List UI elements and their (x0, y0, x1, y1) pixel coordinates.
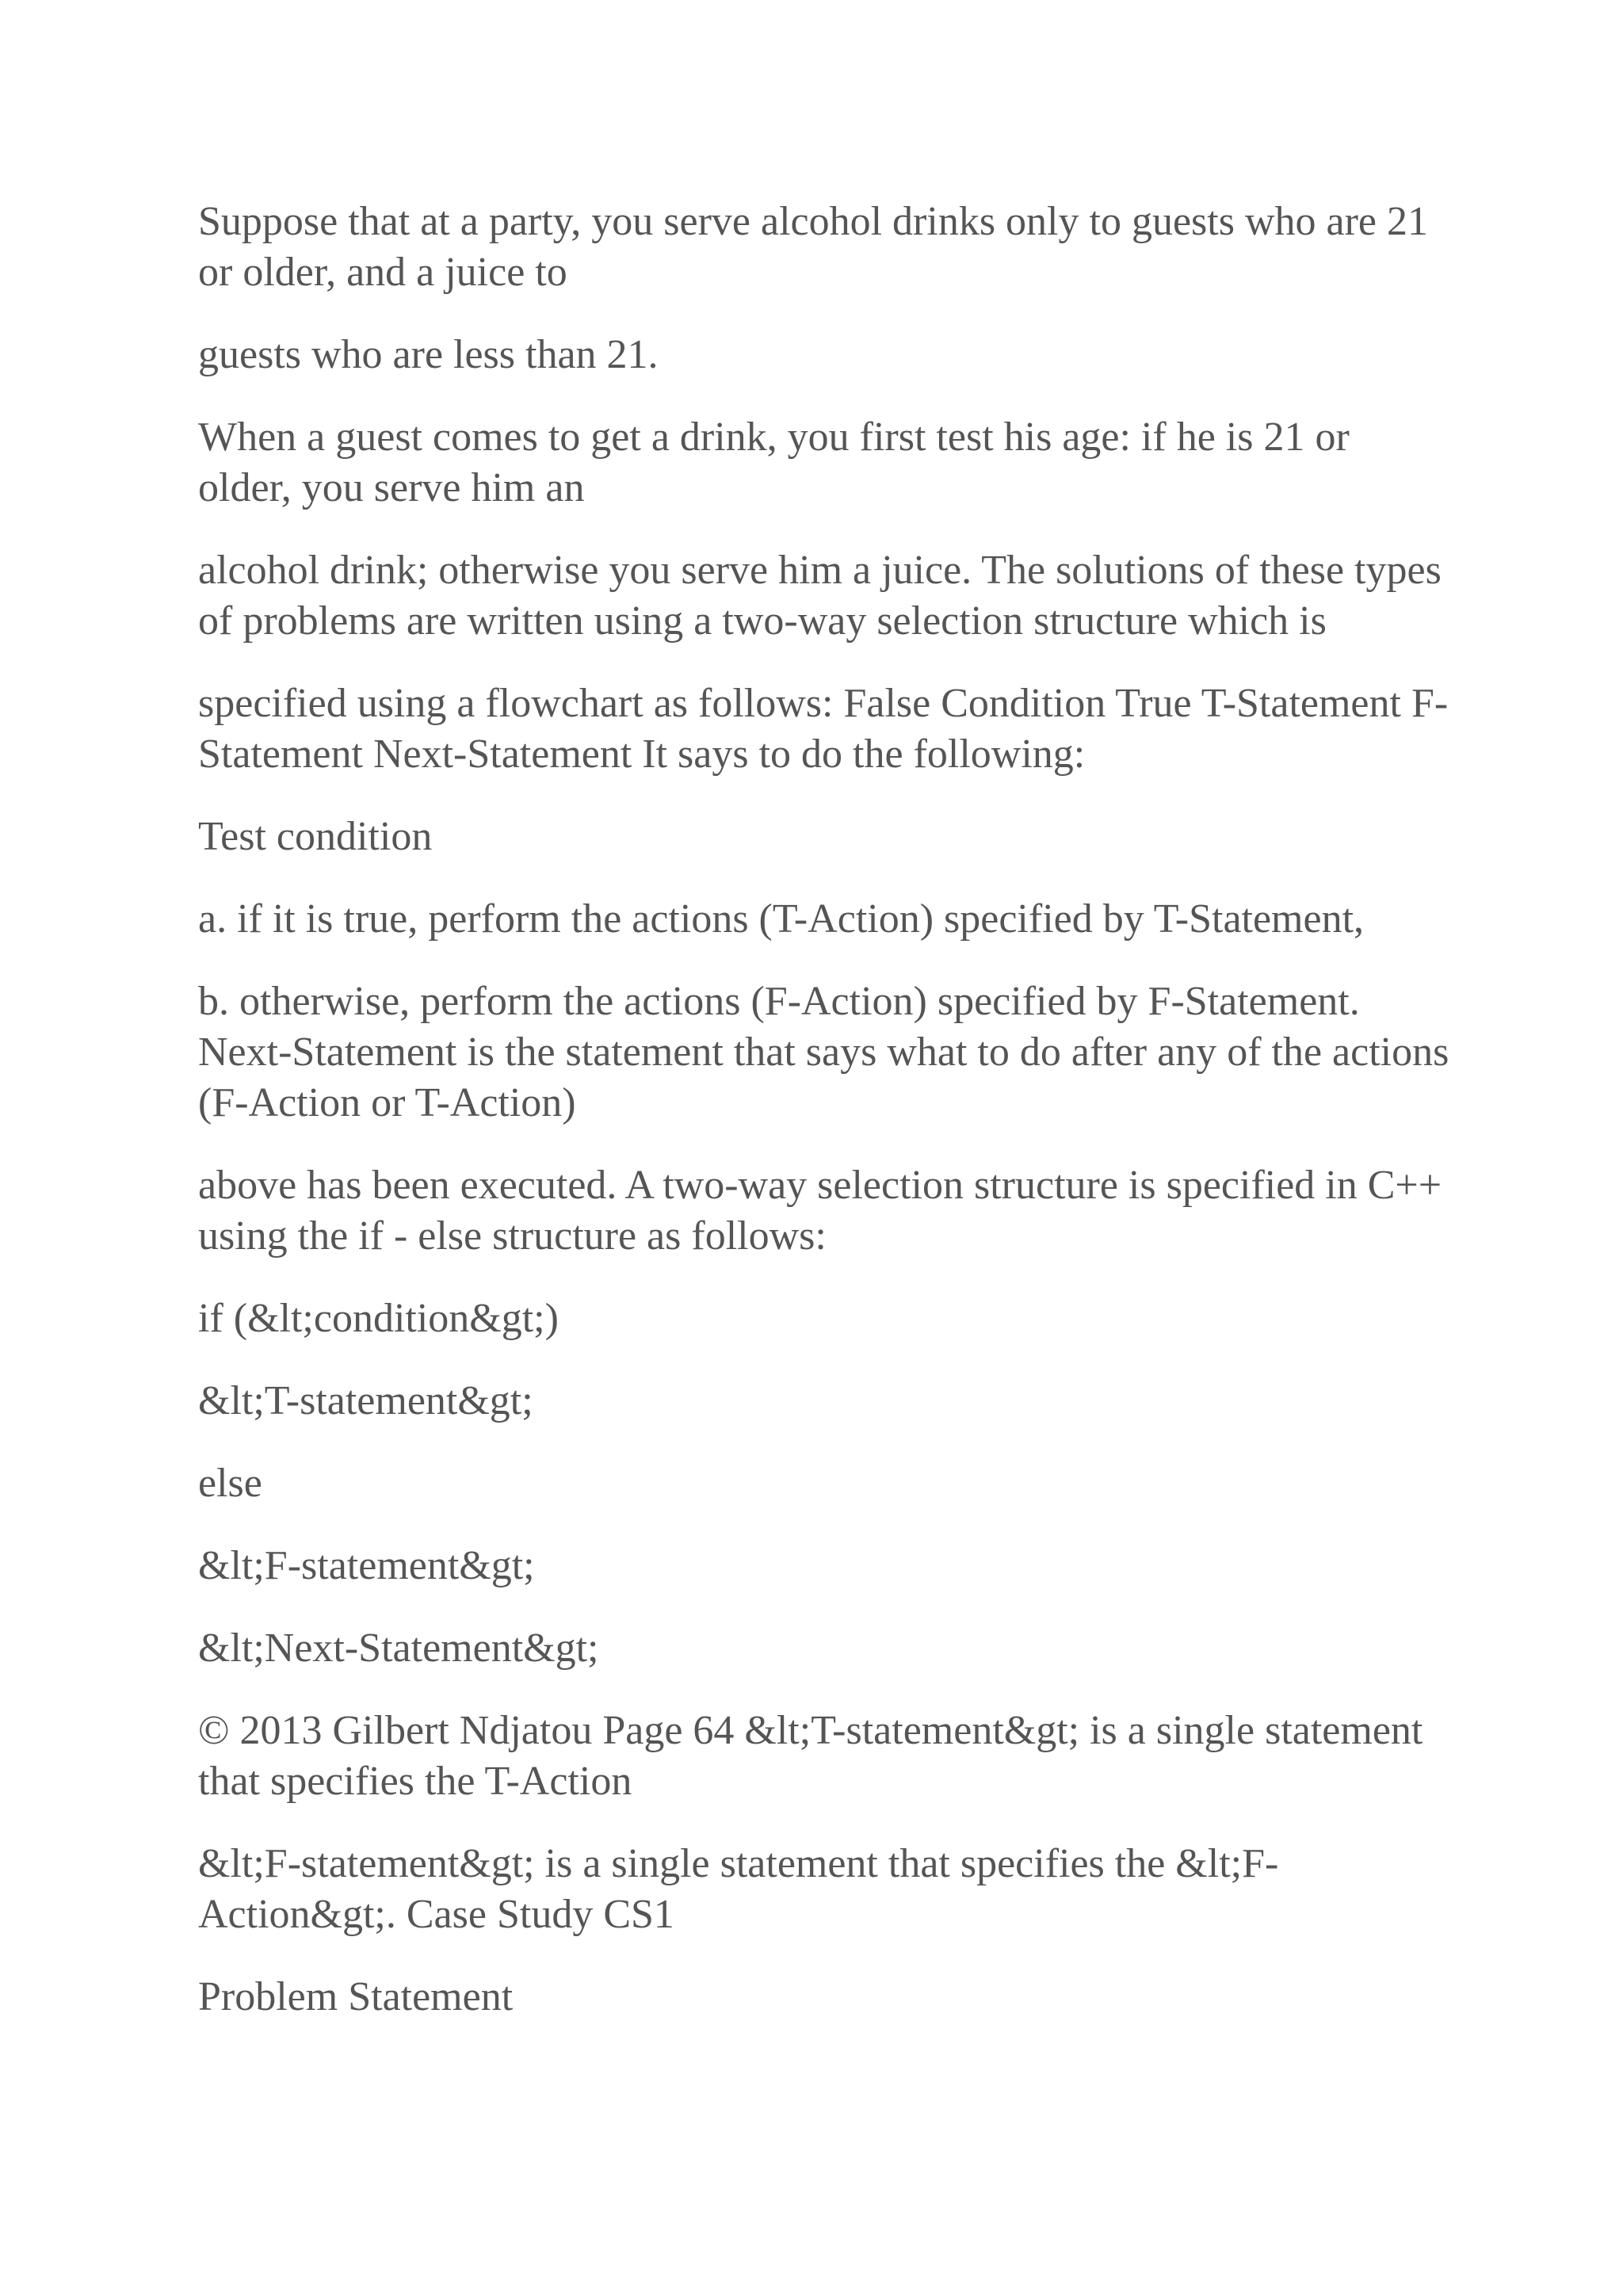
document-body (198, 197, 1450, 2054)
code-line: &lt;Next-Statement&gt; (198, 1626, 599, 1671)
paragraph: &lt;F-statement&gt; is a single statement that specifies the &lt;F-Action&gt;. Case Study CS1 (198, 1841, 1279, 1937)
code-line: if (&lt;condition&gt;) (198, 1296, 559, 1341)
paragraph: Test condition (198, 814, 433, 859)
paragraph: © 2013 Gilbert Ndjatou Page 64 &lt;T-statement&gt; is a single statement that specifies the T-Action (198, 1708, 1423, 1804)
paragraph: a. if it is true, perform the actions (T-Action) specified by T-Statement, (198, 896, 1365, 942)
paragraph: When a guest comes to get a drink, you first test his age: if he is 21 or older, you serve him an (198, 415, 1350, 510)
section-heading: Problem Statement (198, 1974, 514, 2019)
paragraph: alcohol drink; otherwise you serve him a juice. The solutions of these types of problems are written using a two-way selection structure which is (198, 548, 1442, 644)
paragraph: guests who are less than 21. (198, 332, 659, 377)
code-line: &lt;F-statement&gt; (198, 1543, 535, 1588)
paragraph: above has been executed. A two-way selection structure is specified in C++ using the if - else structure as follows: (198, 1163, 1442, 1259)
code-line: else (198, 1461, 262, 1506)
paragraph: specified using a flowchart as follows: False Condition True T-Statement F-Statement Next-Statement It says to do the following: (198, 681, 1449, 777)
code-line: &lt;T-statement&gt; (198, 1378, 533, 1423)
paragraph: Suppose that at a party, you serve alcohol drinks only to guests who are 21 or older, and a juice to (198, 199, 1428, 295)
paragraph: b. otherwise, perform the actions (F-Action) specified by F-Statement. Next-Statement is the statement that says what to do after any of the actions (F-Action or T-Action) (198, 979, 1449, 1125)
